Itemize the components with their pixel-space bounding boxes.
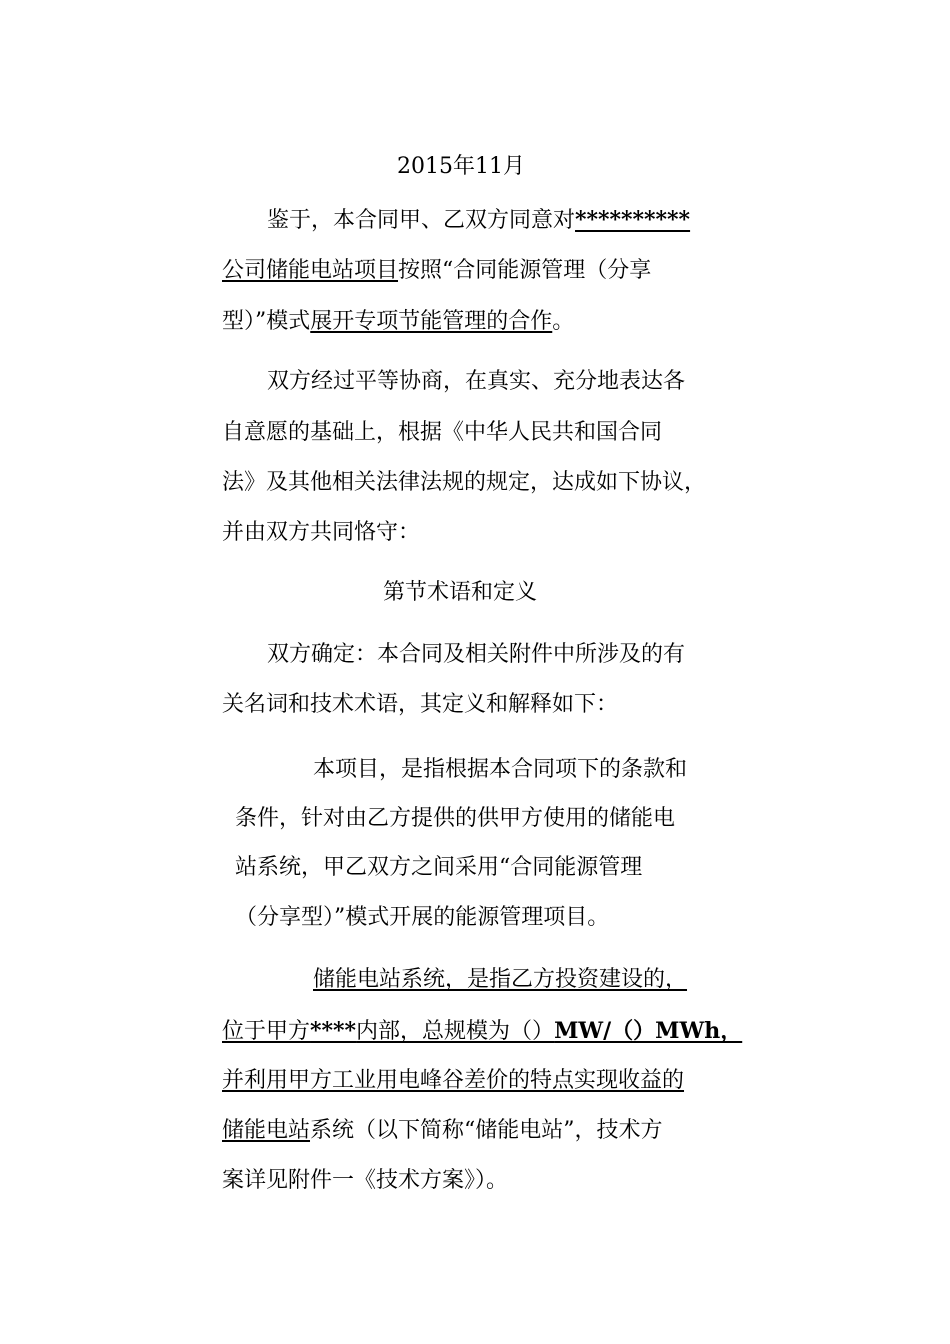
document-date: 2015年11月 — [397, 154, 525, 179]
para2-line2: 自意愿的基础上，根据《中华人民共和国合同 — [222, 420, 663, 445]
para5-line4 — [222, 1116, 663, 1146]
para4-line4: （分享型）”模式开展的能源管理项目。 — [235, 905, 610, 930]
project-name: 公司储能电站项目 — [222, 258, 399, 283]
para5-line3: 并利用甲方工业用电峰谷差价的特点实现收益的 — [222, 1068, 685, 1093]
company-mask: ********** — [575, 207, 691, 233]
storage-station-term: 储能电站 — [222, 1118, 311, 1143]
para2-line4: 并由双方共同恪守： — [222, 520, 421, 545]
para1-text: 按照“合同能源管理（分享 — [398, 258, 652, 283]
para1-line1 — [267, 205, 690, 236]
para2-line3: 法》及其他相关法律法规的规定，达成如下协议， — [222, 470, 707, 495]
para5-text: 系统（以下简称“储能电站”，技术方 — [310, 1118, 663, 1143]
para1-line3 — [222, 307, 574, 337]
para5-text: 位于甲方 — [222, 1019, 311, 1044]
para4-line3: 站系统，甲乙双方之间采用“合同能源管理 — [235, 855, 643, 880]
para4-line1: 本项目，是指根据本合同项下的条款和 — [313, 757, 688, 782]
para1-text: 型）”模式 — [222, 309, 311, 334]
cooperation-text: 展开专项节能管理的合作 — [310, 309, 553, 334]
para5-line2 — [222, 1016, 742, 1047]
para5-line5: 案详见附件一《技术方案》）。 — [222, 1168, 509, 1193]
para2-line1: 双方经过平等协商，在真实、充分地表达各 — [267, 369, 686, 394]
para3-line1: 双方确定：本合同及相关附件中所涉及的有 — [267, 642, 686, 667]
para1-line2 — [222, 256, 651, 286]
section-title: 第节术语和定义 — [383, 580, 538, 605]
para3-line2: 关名词和技术术语，其定义和解释如下： — [222, 692, 619, 717]
para5-line1: 储能电站系统，是指乙方投资建设的， — [313, 967, 688, 992]
location-mask: **** — [310, 1018, 357, 1044]
para1-period: 。 — [552, 309, 575, 334]
para1-text: 鉴于，本合同甲、乙双方同意对 — [267, 208, 576, 233]
para5-text: 内部，总规模为（） — [356, 1019, 555, 1044]
para4-line2: 条件，针对由乙方提供的供甲方使用的储能电 — [235, 806, 676, 831]
capacity-units: MW/（）MWh， — [554, 1018, 743, 1044]
